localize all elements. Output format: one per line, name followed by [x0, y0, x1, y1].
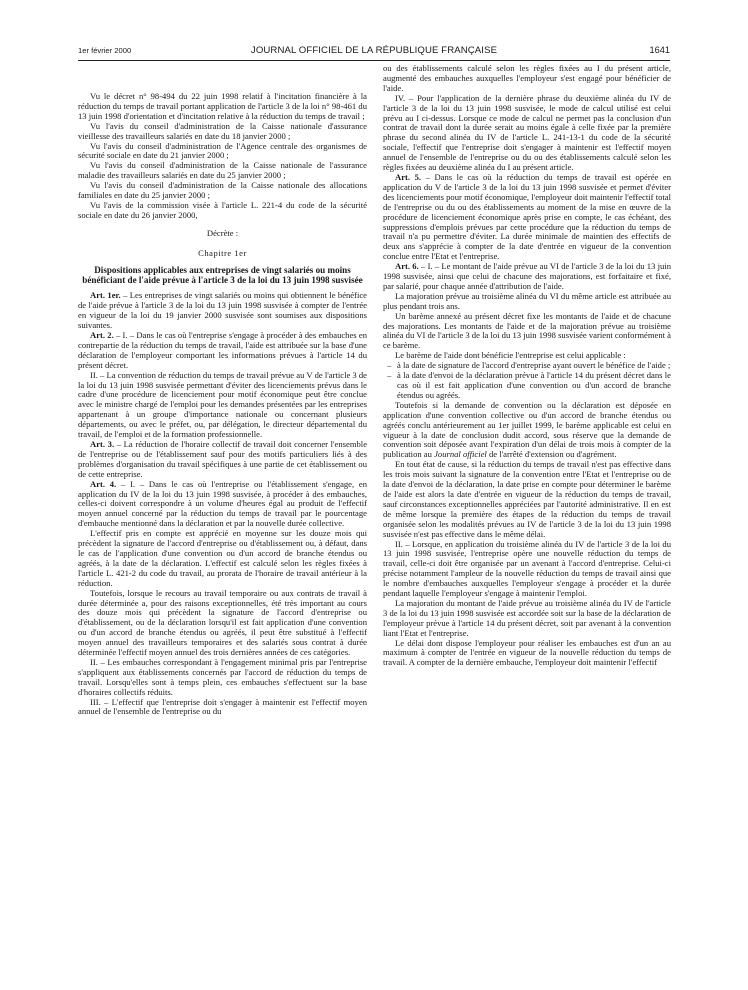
article-text: – I. – Dans le cas où l'entreprise s'engage à procéder à des embauches en contrepartie de la réduction du temps de travail, l'aide est attribuée sur la base d'une déclaration de l'employeur comportant les informations prévues à l'article 14 du présent décret. — [78, 330, 367, 370]
header-rule — [78, 60, 670, 61]
list-item: – à la date de signature de l'accord d'entreprise ayant ouvert le bénéfice de l'aide ; — [397, 361, 671, 371]
article-paragraph: III. – L'effectif que l'entreprise doit s'engager à maintenir est l'effectif moyen annuel de l'ensemble de l'entreprise ou du — [78, 696, 367, 717]
dash-list — [383, 361, 671, 401]
right-column — [383, 64, 671, 942]
article-label: Art. 3. — [90, 439, 115, 449]
article-label: Art. 5. — [395, 171, 422, 182]
article-label: Art. 4. — [90, 478, 117, 489]
article-paragraph: II. – Lorsque, en application du troisième alinéa du IV de l'article 3 de la loi du 13 juin 1998 susvisée, l'entreprise opère une nouvelle réduction du temps de travail, celle-ci doit être organisée par un avenant à l'accord d'entreprise. Celui-ci précise notamment l'ampleur de la nouvelle réduction du temps de travail ainsi que le nombre d'embauches auxquelles l'employeur s'engage à procéder et la durée pendant laquelle l'employeur s'engage à maintenir l'emploi. — [383, 538, 671, 599]
article-label: Art. 6. — [395, 261, 419, 272]
article-5 — [383, 173, 671, 262]
article-4 — [78, 480, 367, 530]
article-paragraph: Le barème de l'aide dont bénéficie l'entreprise est celui applicable : — [395, 350, 626, 361]
visa-paragraph: Vu l'avis du conseil d'administration de la Caisse nationale des allocations familiales en date du 25 janvier 2000 ; — [78, 180, 367, 201]
article-paragraph — [383, 401, 671, 460]
article-paragraph: II. – La convention de réduction du temps de travail prévue au V de l'article 3 de la loi du 13 juin 1998 susvisée permettant d'éviter des licenciements prévus dans le cadre d'une procédure de licenciement pour motif économique peut être conclue avec le ministre chargé de l'emploi pour les demandes présentées par les entreprises appartenant à un groupe d'importance nationale ou concernant plusieurs départements, ou avec le préfet, ou, par délégation, le directeur départemental du travail, de l'emploi et de la formation professionnelle. — [78, 369, 367, 440]
article-label: Art. 1er. — [90, 290, 121, 301]
visa-paragraph: Vu l'avis de la commission visée à l'article L. 221-4 du code de la sécurité sociale en date du 26 janvier 2000, — [78, 199, 367, 220]
journal-title: JOURNAL OFFICIEL DE LA RÉPUBLIQUE FRANÇAISE — [250, 45, 498, 56]
article-label: Art. 2. — [90, 330, 114, 341]
continued-paragraph: ou des établissements calculé selon les règles fixées au I du présent article, augmenté des embauches auxquelles l'employeur s'est engagé pour bénéficier de l'aide. — [383, 64, 671, 93]
article-text: – La réduction de l'horaire collectif de travail doit concerner l'ensemble de l'entreprise ou de l'établissement sauf pour des motifs particuliers liés à des problèmes d'organisation du travail spécifiques à une partie de cet établissement ou de cette entreprise. — [78, 439, 367, 479]
article-paragraph: Toutefois, lorsque le recours au travail temporaire ou aux contrats de travail à durée déterminée a, pour des raisons exceptionnelles, été très important au cours des douze mois qui précèdent la signature de l'accord d'entreprise ou d'établissement, ou de la déclaration lorsqu'il est fait application d'une convention ou d'un accord de branche étendus ou agréés, il peut être substitué à l'effectif moyen annuel des travailleurs temporaires et des salariés sous contrat à durée déterminée l'effectif moyen annuel des trois dernières années de ces catégories. — [78, 587, 367, 658]
article-paragraph: IV. – Pour l'application de la dernière phrase du deuxième alinéa du IV de l'article 3 de la loi du 13 juin 1998 susvisée, le mode de calcul utilisé est celui prévu au I ci-dessus. Lorsque ce mode de calcul ne permet pas la conclusion d'un contrat de travail dont la durée serait au moins égale à celle fixée par la première phrase du second alinéa du IV de l'article L. 241-13-1 du code de la sécurité sociale, l'effectif que l'entreprise doit s'engager à maintenir est l'effectif moyen annuel de l'ensemble de l'entreprise ou du ou des établissements calculé selon les règles fixées au deuxième alinéa du I au présent article. — [383, 92, 671, 173]
article-paragraph: Le délai dont dispose l'employeur pour réaliser les embauches est d'un an au maximum à compter de l'entrée en vigueur de la nouvelle réduction du temps de travail. A compter de la dernière embauche, l'employeur doit maintenir l'effectif — [383, 637, 671, 668]
visa-paragraph: Vu le décret n° 98-494 du 22 juin 1998 relatif à l'incitation financière à la réduction du temps de travail portant application de l'article 3 de la loi n° 98-461 du 13 juin 1998 d'orientation et d'incitation relative à la réduction du temps de travail ; — [78, 92, 367, 121]
article-paragraph: Un barème annexé au présent décret fixe les montants de l'aide et de chacune des majorations. Les montants de l'aide et de la majoration prévue au troisième alinéa du VI de l'article 3 de la loi du 13 juin 1998 susvisée varient conformément à ce barème. — [383, 310, 671, 351]
page-number: 1641 — [649, 45, 670, 55]
header-date: 1er février 2000 — [78, 46, 132, 55]
article-paragraph: La majoration prévue au troisième alinéa du VI du même article est attribuée au plus pendant trois ans. — [383, 290, 671, 311]
chapter-title: Dispositions applicables aux entreprises de vingt salariés ou moins bénéficiant de l'aide prévue à l'article 3 de la loi du 13 juin 1998 susvisée — [82, 264, 363, 285]
article-6 — [383, 262, 671, 292]
article-paragraph: II. – Les embauches correspondant à l'engagement minimal pris par l'entreprise s'appliquent aux établissements concernés par l'accord de réduction du temps de travail. Lorsqu'elles sont à temps plein, ces embauches s'effectuent sur la base d'horaires collectifs réduits. — [78, 656, 367, 697]
article-paragraph: La majoration du montant de l'aide prévue au troisième alinéa du IV de l'article 3 de la loi du 13 juin 1998 susvisée est accordée soit sur la base de la déclaration de l'employeur prévue à l'article 14 du présent décret, soit par avenant à la convention liant l'Etat et l'entreprise. — [383, 597, 671, 638]
article-3 — [78, 440, 367, 480]
journal-officiel-italic: Journal officiel — [434, 449, 487, 460]
article-text: – Dans le cas où la réduction du temps de travail est opérée en application du V de l'article 3 de la loi du 13 juin 1998 susvisée et permet d'éviter des licenciements pour motif économique, l'employeur doit maintenir l'effectif total de l'entreprise ou du ou des établissements au moment de la mise en œuvre de la procédure de licenciement économique après prise en compte, le cas échéant, des suppressions d'emplois prévues par cette procédure que la réduction du temps de travail n'a pu permettre d'éviter. La durée minimale de maintien des effectifs de deux ans s'apprécie à compter de la date d'entrée en vigueur de la convention conclue entre l'Etat et l'entreprise. — [383, 171, 671, 262]
article-2 — [78, 331, 367, 371]
visa-paragraph: Vu l'avis du conseil d'administration de la Caisse nationale d'assurance vieillesse des travailleurs salariés en date du 18 janvier 2000 ; — [78, 120, 367, 141]
list-item: – à la date d'envoi de la déclaration prévue à l'article 14 du présent décret dans le cas où il est fait application d'une convention ou d'un accord de branche étendus ou agréés. — [397, 371, 671, 401]
article-paragraph: L'effectif pris en compte est apprécié en moyenne sur les douze mois qui précèdent la signature de l'accord d'entreprise ou d'établissement ou, à défaut, dans le cas de l'application d'une convention ou d'un accord de branche étendus ou agréés, à la date de la déclaration. L'effectif est calculé selon les règles fixées à l'article L. 421-2 du code du travail, au prorata de l'horaire de travail antérieur à la réduction. — [78, 528, 367, 588]
article-text: – Les entreprises de vingt salariés ou moins qui obtiennent le bénéfice de l'aide prévue à l'article 3 de la loi du 13 juin 1998 susvisée à compter de l'entrée en vigueur de la loi du 19 janvier 2000 susvisée sont soumises aux dispositions suivantes. — [78, 290, 367, 331]
paragraph-text: de l'arrêté d'extension ou d'agrément. — [486, 449, 617, 460]
article-1 — [78, 291, 367, 331]
visa-paragraph: Vu l'avis du conseil d'administration de la Caisse nationale de l'assurance maladie des travailleurs salariés en date du 25 janvier 2000 ; — [78, 160, 367, 181]
article-text: – I. – Le montant de l'aide prévue au VI de l'article 3 de la loi du 13 juin 1998 susvisée, ainsi que celui de chacune des majorations, est forfaitaire et fixé, par salarié, pour chaque année d'attribution de l'aide. — [383, 261, 671, 291]
chapter-label: Chapitre 1er — [198, 247, 247, 258]
page-header — [78, 44, 670, 60]
left-column — [78, 92, 367, 970]
visa-paragraph: Vu l'avis du conseil d'administration de l'Agence centrale des organismes de sécurité sociale en date du 21 janvier 2000 ; — [78, 140, 367, 161]
decrete-line: Décrète : — [206, 227, 239, 238]
paragraph-text: Toutefois si la demande de convention ou la déclaration est déposée en application d'une convention collective ou d'un accord de branche étendus ou agréés conclu antérieurement au 1er juillet 1999, le barème applicable est celui en vigueur à la date de conclusion dudit accord, sous réserve que la demande de convention soit déposée avant l'expiration d'un délai de trois mois à compter de la publication au — [383, 399, 671, 460]
article-text: – I. – Dans le cas où l'entreprise ou l'établissement s'engage, en application du IV de la loi du 13 juin 1998 susvisée, à procéder à des embauches, celles-ci doivent correspondre à un volume d'heures égal au produit de l'effectif moyen annuel concerné par la réduction du temps de travail par le pourcentage d'embauche mentionné dans la déclaration et par la nouvelle durée collective. — [78, 478, 367, 529]
article-paragraph: En tout état de cause, si la réduction du temps de travail n'est pas effective dans les trois mois suivant la signature de la convention entre l'Etat et l'entreprise ou de la date d'envoi de la déclaration, la date prise en compte pour déterminer le barème de l'aide est alors la date d'entrée en vigueur de la réduction du temps de travail, sauf circonstances exceptionnelles appréciées par l'autorité administrative. Il en est de même lorsque la première des étapes de la réduction du temps de travail organisée selon les modalités prévues au IV de l'article 3 de la loi du 13 juin 1998 susvisée n'est pas effective dans le même délai. — [383, 459, 671, 539]
